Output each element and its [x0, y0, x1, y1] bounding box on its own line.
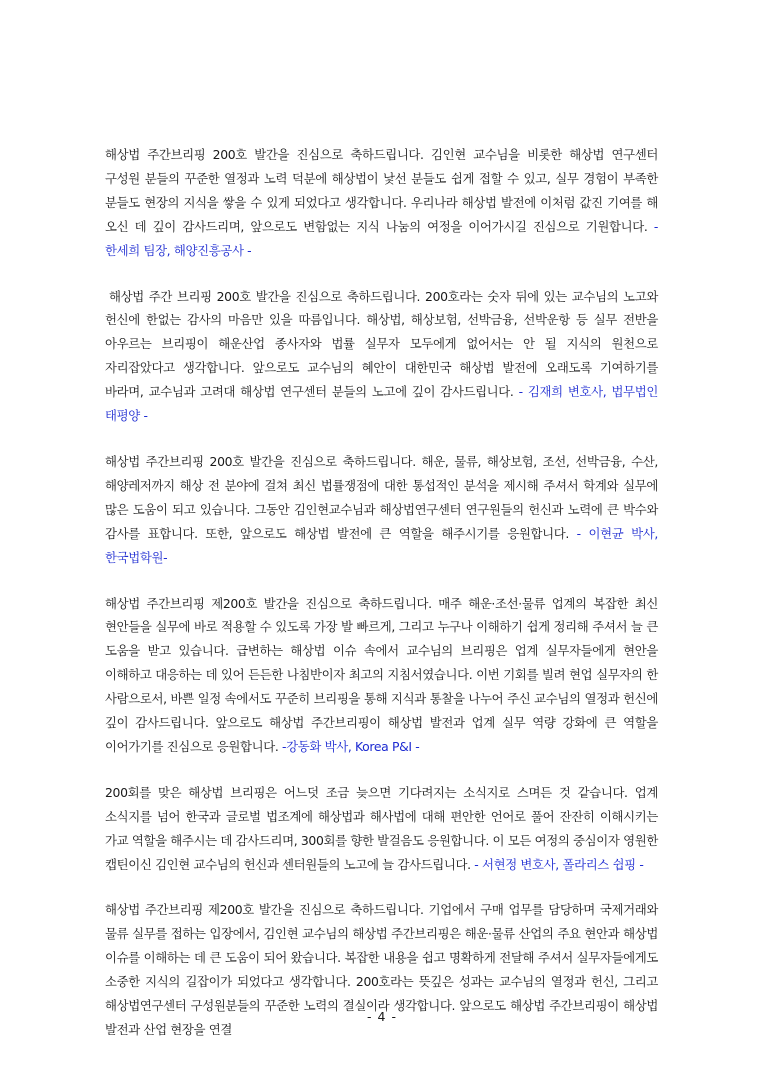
message-signature: - 김재희 변호사, 법무법인 태평양 -	[105, 384, 658, 424]
message-signature: - 서현정 변호사, 폴라리스 쉽핑 -	[470, 856, 644, 872]
message-signature: -강동화 박사, Korea P&I -	[278, 738, 420, 754]
message-paragraph-5	[105, 781, 658, 877]
message-paragraph-3	[105, 450, 658, 570]
message-paragraph-2	[105, 285, 658, 428]
message-paragraph-4	[105, 592, 658, 759]
message-text: 해상법 주간브리핑 200호 발간을 진심으로 축하드립니다. 김인현 교수님을 비롯한 해상법 연구센터 구성원 분들의 꾸준한 열정과 노력 덕분에 해상법이 낯선 분들도 쉽게 접할 수 있고, 실무 경험이 부족한 분들도 현장의 지식을 쌓을 수 있게 되었다고 생각합니다. 우리나라 해상법 발전에 이처럼 값진 기여를 해 오신 데 깊이 감사드리며, 앞으로도 변함없는 지식 나눔의 여정을 이어가시길 진심으로 기원합니다.	[105, 147, 658, 234]
message-paragraph-1	[105, 143, 658, 263]
message-text: 해상법 주간브리핑 제200호 발간을 진심으로 축하드립니다. 매주 해운·조선·물류 업계의 복잡한 최신 현안들을 실무에 바로 적용할 수 있도록 가장 발 빠르게, 그리고 누구나 이해하기 쉽게 정리해 주셔서 늘 큰 도움을 받고 있습니다. 급변하는 해상법 이슈 속에서 교수님의 브리핑은 업계 실무자들에게 현안을 이해하고 대응하는 데 있어 든든한 나침반이자 최고의 지침서였습니다. 이번 기회를 빌려 현업 실무자의 한 사람으로서, 바쁜 일정 속에서도 꾸준히 브리핑을 통해 지식과 통찰을 나누어 주신 교수님의 열정과 헌신에 깊이 감사드립니다. 앞으로도 해상법 주간브리핑이 해상법 발전과 업계 실무 역량 강화에 큰 역할을 이어가기를 진심으로 응원합니다.	[105, 595, 658, 754]
congratulation-messages	[105, 143, 658, 1064]
message-signature: - 한세희 팀장, 해양진흥공사 -	[105, 218, 658, 258]
page-number: - 4 -	[367, 1009, 397, 1024]
message-text: 해상법 주간브리핑 제200호 발간을 진심으로 축하드립니다. 기업에서 구매 업무를 담당하며 국제거래와 물류 실무를 접하는 입장에서, 김인현 교수님의 해상법 주간브리핑은 해운·물류 산업의 주요 현안과 해상법 이슈를 이해하는 데 큰 도움이 되어 왔습니다. 복잡한 내용을 쉽고 명확하게 전달해 주셔서 실무자들에게도 소중한 지식의 길잡이가 되었다고 생각합니다. 200호라는 뜻깊은 성과는 교수님의 열정과 헌신, 그리고 해상법연구센터 구성원분들의 꾸준한 노력의 결실이라 생각합니다. 앞으로도 해상법 주간브리핑이 해상법 발전과 산업 현장을 연결	[105, 902, 658, 1037]
message-text: 200회를 맞은 해상법 브리핑은 어느덧 조금 늦으면 기다려지는 소식지로 스며든 것 같습니다. 업계 소식지를 넘어 한국과 글로벌 법조계에 해상법과 해사법에 대해 편안한 언어로 풀어 잔잔히 이해시키는 가교 역할을 해주시는 데 감사드리며, 300회를 향한 발걸음도 응원합니다. 이 모든 여정의 중심이자 영원한 캡틴이신 김인현 교수님의 헌신과 센터원들의 노고에 늘 감사드립니다.	[105, 784, 658, 872]
message-text: 해상법 주간브리핑 200호 발간을 진심으로 축하드립니다. 해운, 물류, 해상보험, 조선, 선박금융, 수산, 해양레저까지 해상 전 분야에 걸쳐 최신 법률쟁점에 대한 통섭적인 분석을 제시해 주셔서 학계와 실무에 많은 도움이 되고 있습니다. 그동안 김인현교수님과 해상법연구센터 연구원들의 헌신과 노력에 큰 박수와 감사를 표합니다. 또한, 앞으로도 해상법 발전에 큰 역할을 해주시기를 응원합니다.	[105, 453, 658, 541]
message-signature: - 이현균 박사, 한국법학원-	[105, 525, 658, 565]
message-text: 해상법 주간 브리핑 200호 발간을 진심으로 축하드립니다. 200호라는 숫자 뒤에 있는 교수님의 노고와 헌신에 한없는 감사의 마음만 있을 따름입니다. 해상법, 해상보험, 선박금융, 선박운항 등 실무 전반을 아우르는 브리핑이 해운산업 종사자와 법률 실무자 모두에게 없어서는 안 될 지식의 원천으로 자리잡았다고 생각합니다. 앞으로도 교수님의 혜안이 대한민국 해상법 발전에 오래도록 기여하기를 바라며, 교수님과 고려대 해상법 연구센터 분들의 노고에 깊이 감사드립니다.	[105, 288, 658, 400]
